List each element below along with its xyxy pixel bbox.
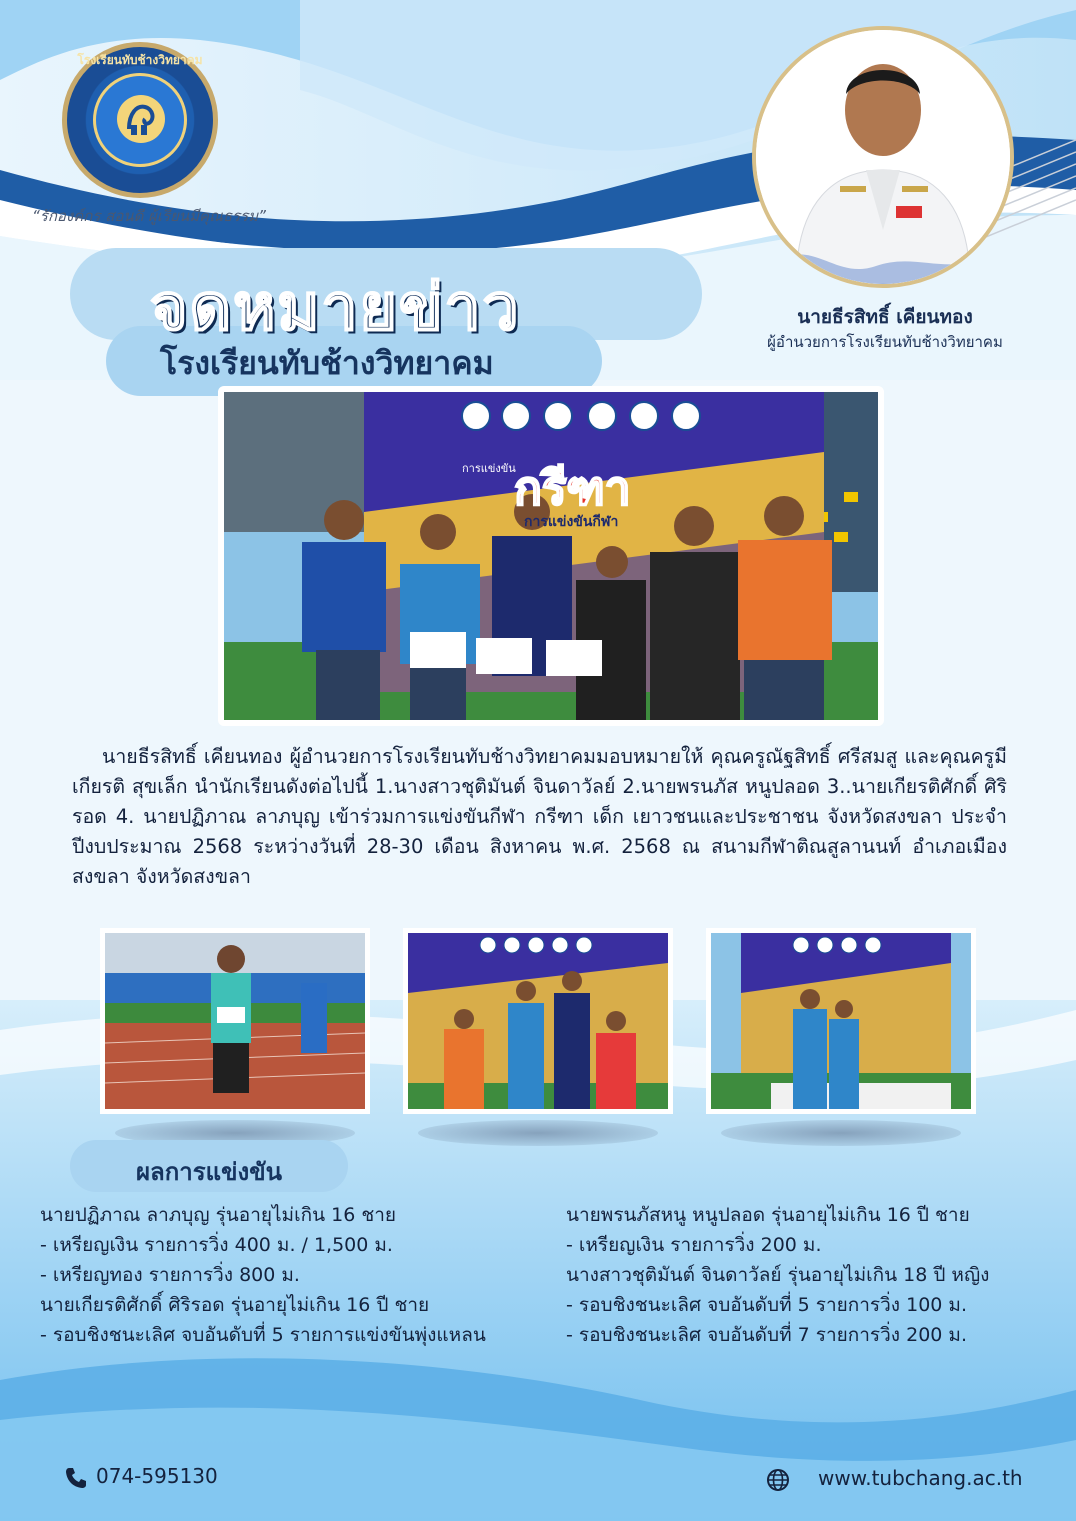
director-title: ผู้อำนวยการโรงเรียนทับช้างวิทยาคม	[767, 333, 1003, 351]
podium-photo	[408, 933, 668, 1109]
result-line: - รอบชิงชนะเลิศ จบอันดับที่ 5 รายการวิ่ง 100 ม.	[566, 1294, 967, 1316]
director-portrait	[752, 26, 1014, 288]
thumbnail-shadow	[721, 1120, 961, 1146]
director-name: นายธีรสิทธิ์ เคียนทอง	[797, 306, 973, 328]
banner-line-text: การแข่งขันกีฬา	[524, 514, 619, 530]
school-slogan: “รักองค์กร สอนดี ผู้เรียนมีคุณธรรม”	[32, 207, 266, 225]
newsletter-title: จดหมายข่าว	[150, 270, 521, 345]
result-line: - รอบชิงชนะเลิศ จบอันดับที่ 7 รายการวิ่ง 200 ม.	[566, 1324, 967, 1346]
result-line: นายเกียรติศักดิ์ ศิริรอด รุ่นอายุไม่เกิน 16 ปี ชาย	[40, 1294, 430, 1316]
thumbnail-photo-3	[706, 928, 976, 1114]
result-line: - รอบชิงชนะเลิศ จบอันดับที่ 5 รายการแข่งขันพุ่งแหลน	[40, 1324, 486, 1346]
globe-icon	[766, 1468, 790, 1492]
footer-phone[interactable]: 074-595130	[96, 1464, 218, 1488]
article-paragraph: นายธีรสิทธิ์ เคียนทอง ผู้อำนวยการโรงเรียนทับช้างวิทยาคมมอบหมายให้ คุณครูณัฐสิทธิ์ ศรีสมสู และคุณครูมีเกียรติ สุขเล็ก นำนักเรียนดังต่อไปนี้ 1.นางสาวชุติมันต์ จินดาวัลย์ 2.นายพรนภัส หนูปลอด 3..นายเกียรติศักดิ์ ศิริรอด 4. นายปฏิภาณ ลาภบุญ เข้าร่วมการแข่งขันกีฬา กรีฑา เด็ก เยาวชนและประชาชน จังหวัดสงขลา ประจำปีงบประมาณ 2568 ระหว่างวันที่ 28-30 เดือน สิงหาคน พ.ศ. 2568 ณ สนามกีฬาติณสูลานนท์ อำเภอเมืองสงขลา จังหวัดสงขลา	[72, 745, 1007, 888]
results-right-column	[566, 1200, 989, 1350]
results-title: ผลการแข่งขัน	[135, 1157, 283, 1186]
footer-website[interactable]: www.tubchang.ac.th	[818, 1466, 1023, 1490]
thumbnail-shadow	[418, 1120, 658, 1146]
logo-text: โรงเรียนทับช้างวิทยาคม	[77, 53, 203, 67]
track-photo	[105, 933, 365, 1109]
main-event-photo	[218, 386, 884, 726]
results-left-column	[40, 1200, 486, 1350]
thumbnail-photo-1	[100, 928, 370, 1114]
school-name-subtitle: โรงเรียนทับช้างวิทยาคม	[160, 344, 494, 382]
thumbnail-photo-2	[403, 928, 673, 1114]
result-line: นายพรนภัสหนู หนูปลอด รุ่นอายุไม่เกิน 16 ปี ชาย	[566, 1204, 970, 1226]
event-photo-scene	[224, 392, 878, 720]
article-body	[72, 742, 1007, 892]
phone-icon	[64, 1466, 88, 1490]
result-line: - เหรียญเงิน รายการวิ่ง 400 ม. / 1,500 ม.	[40, 1234, 393, 1256]
banner-small-text: การแข่งขัน	[462, 462, 516, 475]
elephant-emblem-icon	[115, 93, 167, 145]
school-logo	[62, 42, 218, 198]
result-line: นายปฏิภาณ ลาภบุญ รุ่นอายุไม่เกิน 16 ชาย	[40, 1204, 397, 1226]
director-photo	[756, 30, 1010, 284]
banner-big-text: กรีฑา	[514, 461, 631, 515]
result-line: - เหรียญทอง รายการวิ่ง 800 ม.	[40, 1264, 300, 1286]
result-line: นางสาวชุติมันต์ จินดาวัลย์ รุ่นอายุไม่เกิน 18 ปี หญิง	[566, 1264, 990, 1286]
award-photo	[711, 933, 971, 1109]
result-line: - เหรียญเงิน รายการวิ่ง 200 ม.	[566, 1234, 822, 1256]
